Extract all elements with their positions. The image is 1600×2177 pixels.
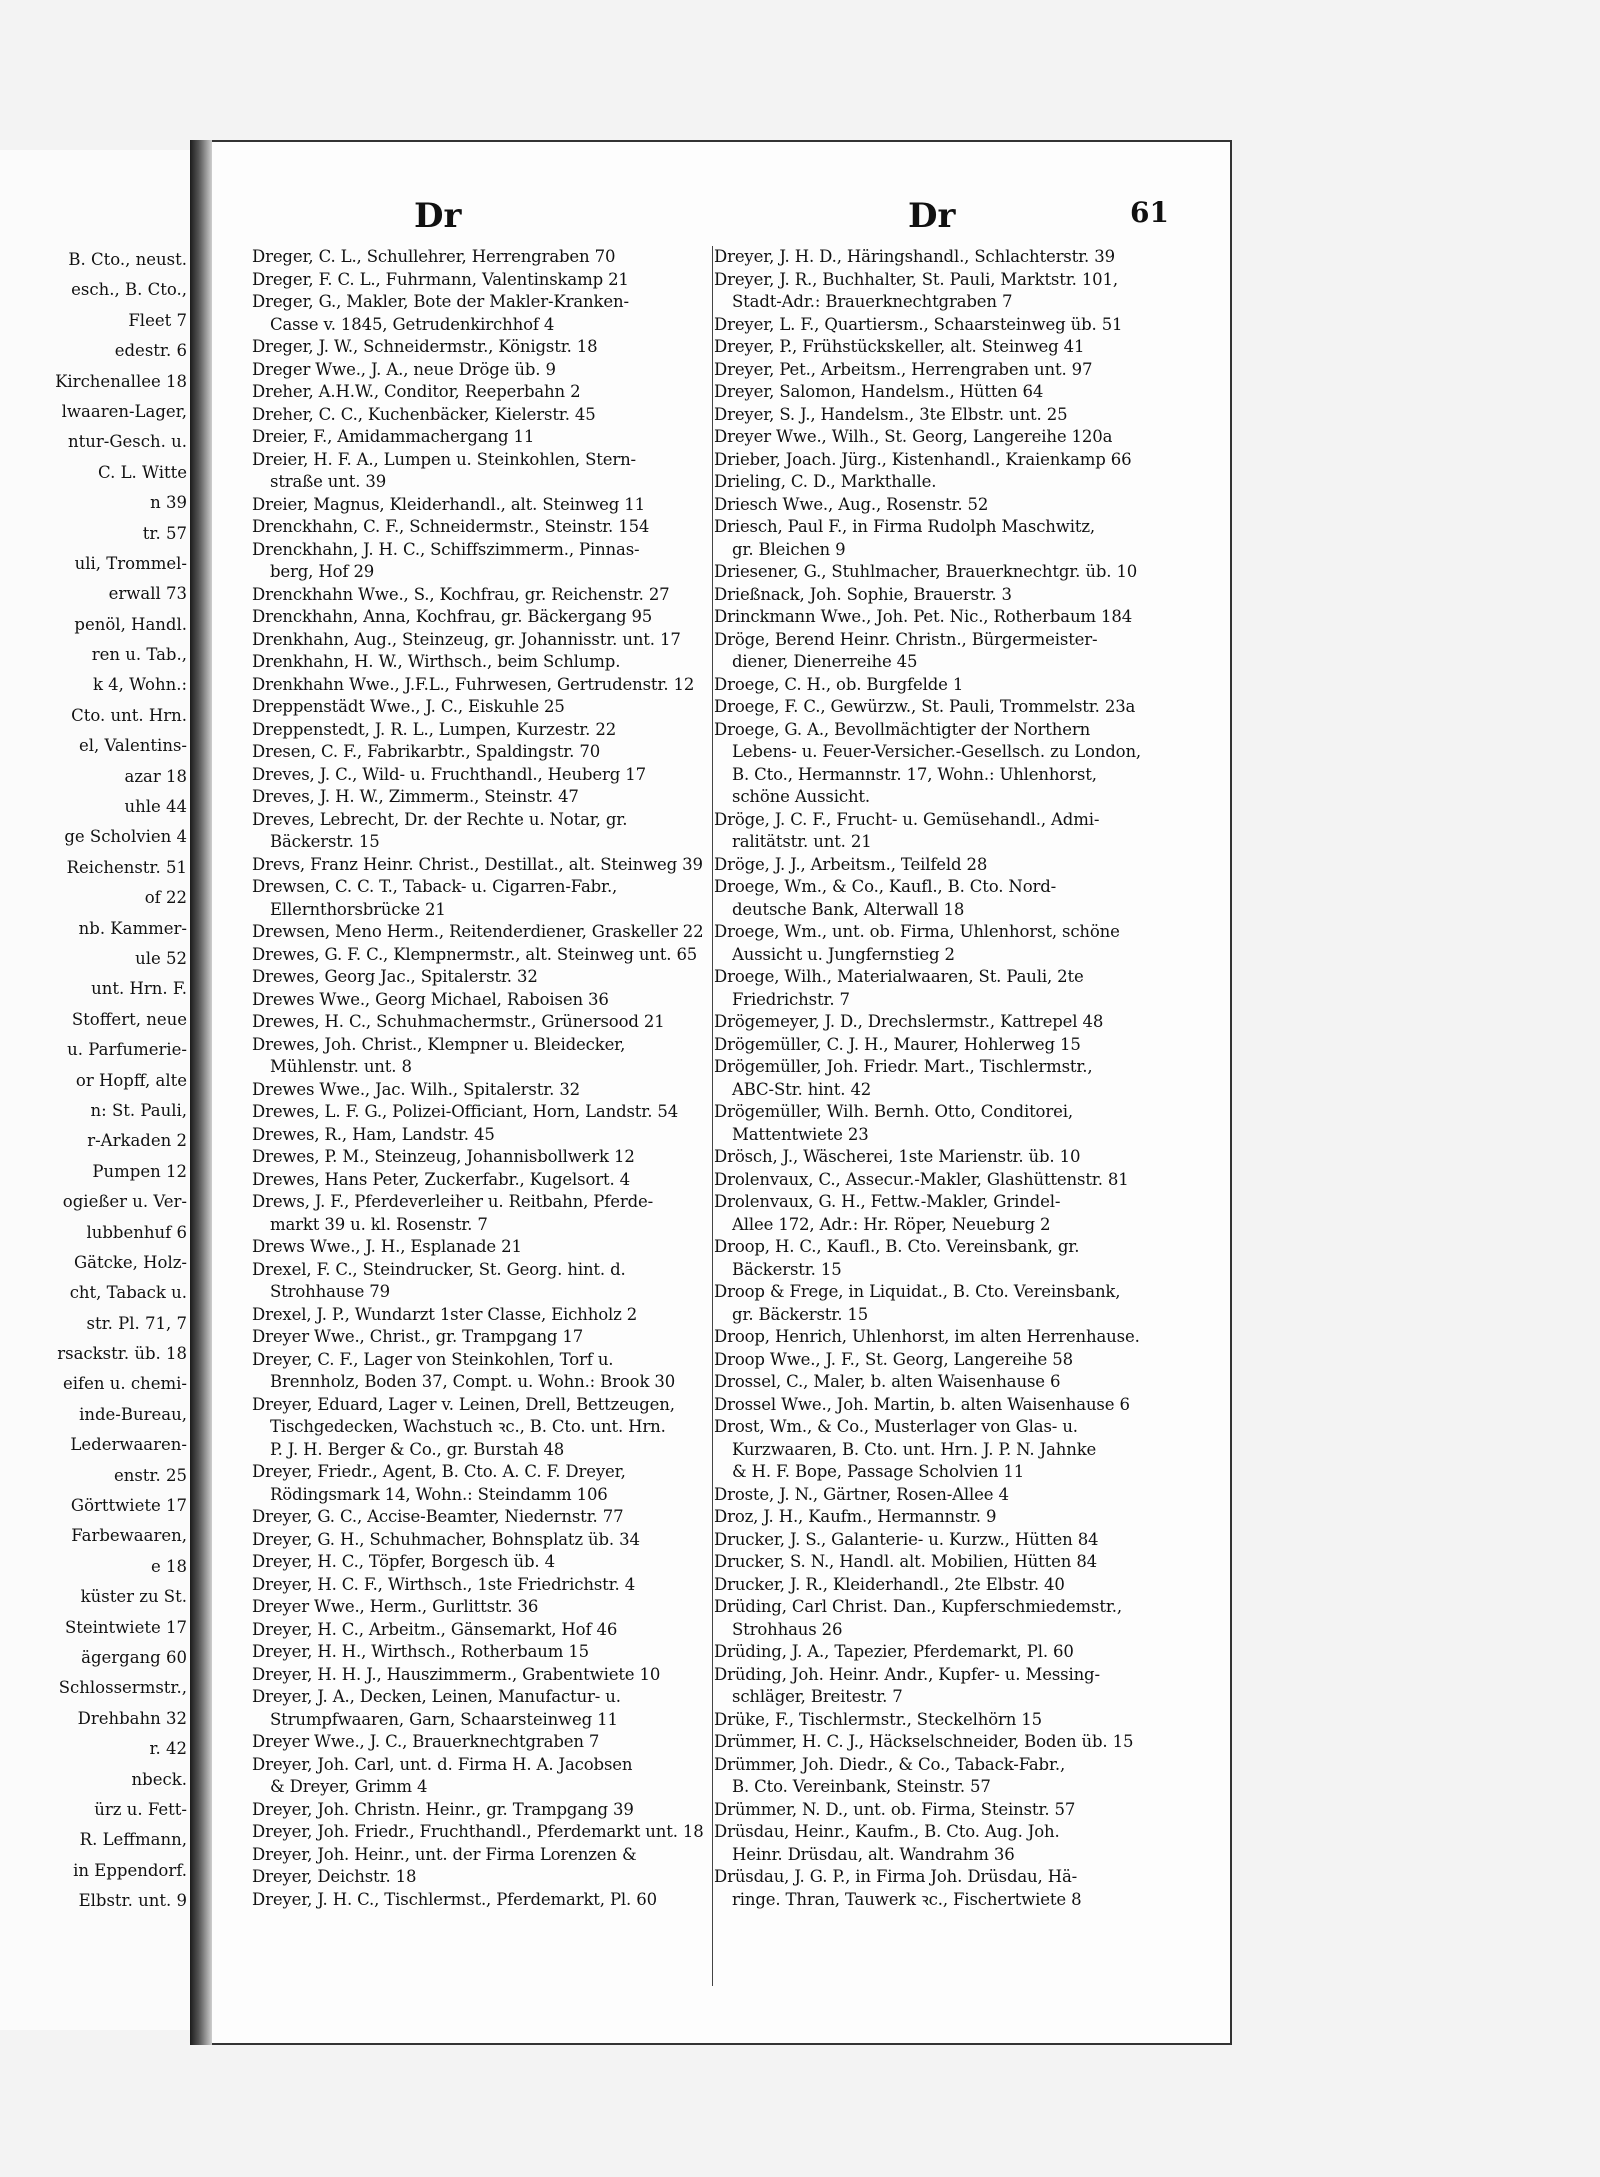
left-page-fragment: ogießer u. Ver- xyxy=(62,1192,187,1212)
left-page-fragment: ge Scholvien 4 xyxy=(64,827,187,847)
directory-entry-line: Dreyer, J. H. C., Tischlermst., Pferdemarkt, Pl. 60 xyxy=(252,1889,657,1909)
directory-entry-line: Dreier, H. F. A., Lumpen u. Steinkohlen, Stern- xyxy=(252,449,636,469)
directory-entry-line: Drösch, J., Wäscherei, 1ste Marienstr. üb. 10 xyxy=(714,1147,1081,1166)
directory-entry-line: Droege, G. A., Bevollmächtigter der Northern xyxy=(714,719,1091,739)
directory-entry-line: Dreyer, J. H. D., Häringshandl., Schlachterstr. 39 xyxy=(714,247,1115,266)
left-page-fragment: erwall 73 xyxy=(108,584,187,604)
directory-entry-line: Brennholz, Boden 37, Compt. u. Wohn.: Brook 30 xyxy=(270,1372,676,1391)
directory-entry-line: Drinckmann Wwe., Joh. Pet. Nic., Rotherbaum 184 xyxy=(714,607,1133,626)
directory-entry-line: Dreyer, Joh. Carl, unt. d. Firma H. A. Jacobsen xyxy=(252,1754,633,1774)
left-page-fragment: edestr. 6 xyxy=(114,341,187,361)
directory-entry-line: Drenkhahn, Aug., Steinzeug, gr. Johannisstr. unt. 17 xyxy=(252,629,681,649)
directory-entry-line: Drolenvaux, G. H., Fettw.-Makler, Grindel- xyxy=(714,1192,1061,1211)
directory-entry-line: Dreyer, H. C., Töpfer, Borgesch üb. 4 xyxy=(252,1552,555,1571)
left-page-fragment: ntur-Gesch. u. xyxy=(68,432,187,452)
left-page-fragment: ürz u. Fett- xyxy=(94,1799,187,1819)
directory-entry-line: Drevs, Franz Heinr. Christ., Destillat., alt. Steinweg 39 xyxy=(252,854,703,874)
left-page-fragment: r. 42 xyxy=(149,1739,187,1759)
left-page-fragment: Farbewaaren, xyxy=(71,1526,187,1546)
directory-entry-line: Dreyer, J. R., Buchhalter, St. Pauli, Marktstr. 101, xyxy=(714,269,1118,289)
left-page-fragment: eifen u. chemi- xyxy=(62,1374,187,1394)
directory-entry-line: B. Cto., Hermannstr. 17, Wohn.: Uhlenhorst, xyxy=(732,764,1097,784)
left-page-fragment: Gätcke, Holz- xyxy=(73,1252,187,1272)
directory-entry-line: Drewes, G. F. C., Klempnermstr., alt. Steinweg unt. 65 xyxy=(252,944,698,964)
directory-entry-line: Dreppenstedt, J. R. L., Lumpen, Kurzestr. 22 xyxy=(252,719,617,739)
directory-entry-line: Rödingsmark 14, Wohn.: Steindamm 106 xyxy=(270,1484,608,1504)
directory-entry-line: Drögemüller, C. J. H., Maurer, Hohlerweg 15 xyxy=(714,1034,1081,1054)
directory-entry-line: Dreyer, Pet., Arbeitsm., Herrengraben unt. 97 xyxy=(714,359,1093,379)
directory-entry-line: deutsche Bank, Alterwall 18 xyxy=(732,899,965,919)
directory-entry-line: Dreyer, J. A., Decken, Leinen, Manufactur- u. xyxy=(252,1687,621,1706)
directory-entry-line: Dröge, J. C. F., Frucht- u. Gemüsehandl., Admi- xyxy=(714,809,1100,829)
left-page-fragment: küster zu St. xyxy=(80,1587,187,1607)
left-page-fragment: ren u. Tab., xyxy=(91,645,187,665)
left-page-fragment: k 4, Wohn.: xyxy=(92,675,187,695)
left-page-fragment: Elbstr. unt. 9 xyxy=(78,1891,187,1911)
directory-entry-line: Dreher, C. C., Kuchenbäcker, Kielerstr. 45 xyxy=(252,404,596,424)
directory-entry-line: Drieber, Joach. Jürg., Kistenhandl., Kraienkamp 66 xyxy=(714,449,1132,469)
directory-entry-line: Drews Wwe., J. H., Esplanade 21 xyxy=(252,1237,522,1256)
directory-entry-line: Drossel Wwe., Joh. Martin, b. alten Waisenhause 6 xyxy=(714,1394,1130,1414)
directory-entry-line: Drossel, C., Maler, b. alten Waisenhause 6 xyxy=(714,1372,1061,1391)
directory-entry-line: Mattentwiete 23 xyxy=(732,1124,869,1144)
left-page-fragment: ägergang 60 xyxy=(81,1647,187,1667)
directory-entry-line: Dreyer, C. F., Lager von Steinkohlen, Torf u. xyxy=(252,1349,614,1369)
directory-entry-line: Droege, Wm., unt. ob. Firma, Uhlenhorst, schöne xyxy=(714,922,1120,941)
directory-entry-line: Droop, H. C., Kaufl., B. Cto. Vereinsbank, gr. xyxy=(714,1237,1080,1256)
running-header-left: Dr xyxy=(414,196,462,236)
directory-entry-line: Droege, Wm., & Co., Kaufl., B. Cto. Nord- xyxy=(714,877,1057,896)
directory-entry-line: Dreves, J. C., Wild- u. Fruchthandl., Heuberg 17 xyxy=(252,764,646,784)
directory-entry-line: Dreyer Wwe., Wilh., St. Georg, Langereihe 120a xyxy=(714,427,1113,446)
left-page-fragment: Kirchenallee 18 xyxy=(55,371,187,391)
directory-entry-line: Drümmer, H. C. J., Häckselschneider, Boden üb. 15 xyxy=(714,1732,1134,1751)
directory-entry-line: Bäckerstr. 15 xyxy=(732,1259,842,1279)
directory-entry-line: Mühlenstr. unt. 8 xyxy=(270,1057,412,1076)
directory-entry-line: Drenkhahn, H. W., Wirthsch., beim Schlump. xyxy=(252,652,621,671)
directory-entry-line: Drüding, J. A., Tapezier, Pferdemarkt, Pl. 60 xyxy=(714,1642,1074,1661)
left-page-fragment: r-Arkaden 2 xyxy=(87,1131,187,1151)
directory-entry-line: straße unt. 39 xyxy=(270,472,387,491)
page-number: 61 xyxy=(1130,196,1169,229)
directory-entry-line: Heinr. Drüsdau, alt. Wandrahm 36 xyxy=(732,1844,1015,1864)
directory-entry-line: ralitätstr. unt. 21 xyxy=(732,832,872,851)
directory-entry-line: Dreyer Wwe., Christ., gr. Trampgang 17 xyxy=(252,1327,584,1346)
directory-entry-line: Driesch Wwe., Aug., Rosenstr. 52 xyxy=(714,494,989,514)
directory-entry-line: Dreppenstädt Wwe., J. C., Eiskuhle 25 xyxy=(252,697,565,716)
directory-entry-line: Dreyer, Eduard, Lager v. Leinen, Drell, Bettzeugen, xyxy=(252,1394,675,1414)
directory-entry-line: Drümmer, Joh. Diedr., & Co., Taback-Fabr., xyxy=(714,1754,1066,1774)
left-page-fragment: in Eppendorf. xyxy=(73,1860,187,1880)
directory-entry-line: Droz, J. H., Kaufm., Hermannstr. 9 xyxy=(714,1507,997,1526)
directory-entry-line: Drewes, L. F. G., Polizei-Officiant, Horn, Landstr. 54 xyxy=(252,1102,679,1121)
directory-entry-line: ABC-Str. hint. 42 xyxy=(732,1079,872,1099)
directory-entry-line: Stadt-Adr.: Brauerknechtgraben 7 xyxy=(732,292,1013,311)
directory-entry-line: Dresen, C. F., Fabrikarbtr., Spaldingstr. 70 xyxy=(252,742,601,761)
directory-entry-line: Drews, J. F., Pferdeverleiher u. Reitbahn, Pferde- xyxy=(252,1192,654,1211)
directory-entry-line: Bäckerstr. 15 xyxy=(270,832,380,851)
directory-entry-line: Dreyer, H. C. F., Wirthsch., 1ste Friedrichstr. 4 xyxy=(252,1574,636,1594)
directory-entry-line: Drewes, Georg Jac., Spitalerstr. 32 xyxy=(252,967,538,986)
directory-entry-line: Drögemeyer, J. D., Drechslermstr., Kattrepel 48 xyxy=(714,1012,1104,1031)
left-page-fragment: Steintwiete 17 xyxy=(64,1617,187,1637)
left-page-text xyxy=(2,245,187,1916)
directory-entry-line: Dreyer, G. H., Schuhmacher, Bohnsplatz üb. 34 xyxy=(252,1529,640,1549)
directory-entry-line: Ellernthorsbrücke 21 xyxy=(270,899,446,919)
left-page-fragment: str. Pl. 71, 7 xyxy=(86,1313,187,1333)
left-page-fragment: esch., B. Cto., xyxy=(71,280,187,300)
directory-entry-line: schöne Aussicht. xyxy=(732,787,871,806)
left-page-fragment: Drehbahn 32 xyxy=(77,1708,187,1728)
left-page-fragment: B. Cto., neust. xyxy=(68,250,187,269)
directory-entry-line: Dreyer, Joh. Christn. Heinr., gr. Trampgang 39 xyxy=(252,1799,634,1819)
left-page-fragment: rsackstr. üb. 18 xyxy=(57,1344,187,1364)
directory-entry-line: Drewes, H. C., Schuhmachermstr., Grünersood 21 xyxy=(252,1012,665,1031)
left-page-fragment: of 22 xyxy=(144,888,187,908)
directory-entry-line: Lebens- u. Feuer-Versicher.-Gesellsch. zu London, xyxy=(732,742,1142,761)
directory-entry-line: Drewes, P. M., Steinzeug, Johannisbollwerk 12 xyxy=(252,1147,635,1166)
directory-entry-line: Dreger, J. W., Schneidermstr., Königstr. 18 xyxy=(252,337,598,356)
directory-entry-line: Dreyer, S. J., Handelsm., 3te Elbstr. unt. 25 xyxy=(714,404,1068,424)
directory-entry-line: Drüsdau, J. G. P., in Firma Joh. Drüsdau, Hä- xyxy=(714,1867,1078,1886)
directory-entry-line: Drießnack, Joh. Sophie, Brauerstr. 3 xyxy=(714,584,1012,604)
directory-entry-line: Strumpfwaaren, Garn, Schaarsteinweg 11 xyxy=(270,1709,618,1729)
directory-entry-line: Dreyer, H. H., Wirthsch., Rotherbaum 15 xyxy=(252,1642,590,1661)
directory-column-right xyxy=(714,246,1176,1911)
left-page-fragment: penöl, Handl. xyxy=(74,614,187,634)
directory-entry-line: Drieling, C. D., Markthalle. xyxy=(714,472,937,491)
directory-entry-line: Tischgedecken, Wachstuch ꝛc., B. Cto. unt. Hrn. xyxy=(270,1417,666,1436)
directory-entry-line: gr. Bleichen 9 xyxy=(732,539,846,559)
left-page-fragment: tr. 57 xyxy=(142,523,187,543)
directory-entry-line: Dreyer, P., Frühstückskeller, alt. Steinweg 41 xyxy=(714,337,1085,356)
directory-entry-line: schläger, Breitestr. 7 xyxy=(732,1687,903,1706)
directory-entry-line: Droege, C. H., ob. Burgfelde 1 xyxy=(714,674,964,694)
directory-entry-line: Dreher, A.H.W., Conditor, Reeperbahn 2 xyxy=(252,382,581,401)
directory-entry-line: Kurzwaaren, B. Cto. unt. Hrn. J. P. N. Jahnke xyxy=(732,1439,1097,1459)
directory-entry-line: Casse v. 1845, Getrudenkirchhof 4 xyxy=(270,314,555,334)
directory-entry-line: Drewes Wwe., Georg Michael, Raboisen 36 xyxy=(252,989,609,1009)
left-page-fragment: u. Parfumerie- xyxy=(67,1040,187,1060)
left-page-fragment: enstr. 25 xyxy=(113,1465,187,1485)
directory-entry-line: Drucker, J. R., Kleiderhandl., 2te Elbstr. 40 xyxy=(714,1574,1065,1594)
directory-entry-line: Dreyer, H. C., Arbeitm., Gänsemarkt, Hof 46 xyxy=(252,1619,618,1639)
left-page-fragment: el, Valentins- xyxy=(78,736,187,756)
left-page-fragment: n 39 xyxy=(150,493,187,513)
left-page-fragment: Görttwiete 17 xyxy=(70,1496,187,1516)
left-page-fragment: n: St. Pauli, xyxy=(90,1100,187,1120)
directory-entry-line: Dreves, Lebrecht, Dr. der Rechte u. Notar, gr. xyxy=(252,809,628,829)
left-page-fragment: lubbenhuf 6 xyxy=(86,1222,187,1242)
left-page-fragment: cht, Taback u. xyxy=(69,1283,187,1303)
left-page-fragment: inde-Bureau, xyxy=(79,1404,187,1424)
left-page-fragment: Reichenstr. 51 xyxy=(66,857,187,877)
directory-entry-line: Driesener, G., Stuhlmacher, Brauerknechtgr. üb. 10 xyxy=(714,562,1138,581)
left-page-fragment: C. L. Witte xyxy=(98,462,187,482)
directory-entry-line: ringe. Thran, Tauwerk ꝛc., Fischertwiete 8 xyxy=(732,1889,1082,1909)
directory-entry-line: & H. F. Bope, Passage Scholvien 11 xyxy=(732,1462,1025,1481)
directory-entry-line: Drewsen, Meno Herm., Reitenderdiener, Graskeller 22 xyxy=(252,922,704,941)
directory-entry-line: Drüsdau, Heinr., Kaufm., B. Cto. Aug. Joh. xyxy=(714,1822,1060,1841)
left-page-edge xyxy=(0,150,193,2030)
left-page-fragment: Pumpen 12 xyxy=(92,1161,187,1181)
directory-entry-line: Drüke, F., Tischlermstr., Steckelhörn 15 xyxy=(714,1709,1043,1729)
directory-entry-line: Dreyer Wwe., Herm., Gurlittstr. 36 xyxy=(252,1597,539,1616)
running-header-right: Dr xyxy=(908,196,956,236)
directory-entry-line: Drümmer, N. D., unt. ob. Firma, Steinstr. 57 xyxy=(714,1799,1076,1819)
directory-entry-line: Strohhause 79 xyxy=(270,1282,390,1301)
directory-entry-line: Droege, Wilh., Materialwaaren, St. Pauli, 2te xyxy=(714,967,1084,986)
directory-entry-line: Dreier, Magnus, Kleiderhandl., alt. Steinweg 11 xyxy=(252,494,645,514)
directory-entry-line: Dreyer, Friedr., Agent, B. Cto. A. C. F. Dreyer, xyxy=(252,1462,626,1481)
directory-entry-line: Droop & Frege, in Liquidat., B. Cto. Vereinsbank, xyxy=(714,1282,1121,1301)
directory-entry-line: Dreyer Wwe., J. C., Brauerknechtgraben 7 xyxy=(252,1732,600,1751)
directory-entry-line: Drewes, Joh. Christ., Klempner u. Bleidecker, xyxy=(252,1034,626,1054)
directory-entry-line: Drüding, Carl Christ. Dan., Kupferschmiedemstr., xyxy=(714,1597,1122,1616)
directory-entry-line: Dreyer, G. C., Accise-Beamter, Niedernstr. 77 xyxy=(252,1507,624,1526)
directory-entry-line: Dreyer, Joh. Heinr., unt. der Firma Lorenzen & xyxy=(252,1844,637,1864)
directory-entry-line: Drewes, Hans Peter, Zuckerfabr., Kugelsort. 4 xyxy=(252,1169,631,1189)
directory-entry-line: Dreyer, Deichstr. 18 xyxy=(252,1867,417,1886)
directory-entry-line: Dreger Wwe., J. A., neue Dröge üb. 9 xyxy=(252,359,556,379)
directory-entry-line: Drenckhahn, C. F., Schneidermstr., Steinstr. 154 xyxy=(252,517,650,536)
left-page-fragment: uhle 44 xyxy=(124,797,187,817)
directory-entry-line: Drucker, S. N., Handl. alt. Mobilien, Hütten 84 xyxy=(714,1552,1098,1571)
directory-entry-line: Dreger, G., Makler, Bote der Makler-Kranken- xyxy=(252,292,629,311)
directory-entry-line: Dreger, C. L., Schullehrer, Herrengraben 70 xyxy=(252,247,616,266)
directory-entry-line: Dreger, F. C. L., Fuhrmann, Valentinskamp 21 xyxy=(252,269,629,289)
directory-column-left xyxy=(252,246,714,1911)
directory-entry-line: Drenkhahn Wwe., J.F.L., Fuhrwesen, Gertrudenstr. 12 xyxy=(252,674,695,694)
directory-entry-line: Drewes Wwe., Jac. Wilh., Spitalerstr. 32 xyxy=(252,1079,581,1099)
directory-entry-line: Drenckhahn, Anna, Kochfrau, gr. Bäckergang 95 xyxy=(252,607,653,626)
directory-entry-line: Dreyer, H. H. J., Hauszimmerm., Grabentwiete 10 xyxy=(252,1664,661,1684)
directory-entry-line: gr. Bäckerstr. 15 xyxy=(732,1304,869,1324)
left-page-fragment: unt. Hrn. F. xyxy=(91,979,187,999)
left-page-fragment: R. Leffmann, xyxy=(79,1830,187,1850)
left-page-fragment: Schlossermstr., xyxy=(58,1678,187,1698)
directory-entry-line: Drewes, R., Ham, Landstr. 45 xyxy=(252,1124,495,1144)
directory-entry-line: Droop, Henrich, Uhlenhorst, im alten Herrenhause. xyxy=(714,1327,1140,1346)
directory-entry-line: Strohhaus 26 xyxy=(732,1619,843,1639)
directory-entry-line: Drewsen, C. C. T., Taback- u. Cigarren-Fabr., xyxy=(252,877,618,896)
directory-entry-line: Drolenvaux, C., Assecur.-Makler, Glashüttenstr. 81 xyxy=(714,1169,1129,1189)
directory-entry-line: Drüding, Joh. Heinr. Andr., Kupfer- u. Messing- xyxy=(714,1664,1100,1684)
directory-entry-line: Drexel, F. C., Steindrucker, St. Georg. hint. d. xyxy=(252,1259,626,1279)
directory-entry-line: Drögemüller, Wilh. Bernh. Otto, Conditorei, xyxy=(714,1102,1073,1121)
left-page-fragment: azar 18 xyxy=(124,766,187,786)
directory-entry-line: B. Cto. Vereinbank, Steinstr. 57 xyxy=(732,1777,991,1796)
directory-entry-line: Driesch, Paul F., in Firma Rudolph Maschwitz, xyxy=(714,517,1095,536)
left-page-fragment: Cto. unt. Hrn. xyxy=(71,705,187,725)
directory-entry-line: Allee 172, Adr.: Hr. Röper, Neueburg 2 xyxy=(732,1214,1051,1234)
directory-entry-line: Aussicht u. Jungfernstieg 2 xyxy=(732,944,955,964)
directory-entry-line: Dreier, F., Amidammachergang 11 xyxy=(252,427,535,446)
left-page-fragment: e 18 xyxy=(150,1556,187,1576)
left-page-fragment: Stoffert, neue xyxy=(71,1009,187,1029)
directory-entry-line: Droop Wwe., J. F., St. Georg, Langereihe 58 xyxy=(714,1349,1073,1369)
directory-entry-line: diener, Dienerreihe 45 xyxy=(732,652,918,671)
directory-entry-line: Friedrichstr. 7 xyxy=(732,989,850,1009)
left-page-fragment: nb. Kammer- xyxy=(78,918,187,938)
book-gutter xyxy=(190,140,212,2045)
left-page-fragment: or Hopff, alte xyxy=(75,1070,187,1090)
left-page-fragment: Lederwaaren- xyxy=(70,1435,187,1455)
left-page-fragment: ule 52 xyxy=(135,948,187,968)
directory-entry-line: berg, Hof 29 xyxy=(270,562,375,581)
directory-entry-line: Drucker, J. S., Galanterie- u. Kurzw., Hütten 84 xyxy=(714,1529,1099,1549)
directory-entry-line: Drenckhahn, J. H. C., Schiffszimmerm., Pinnas- xyxy=(252,539,640,559)
directory-entry-line: Dreves, J. H. W., Zimmerm., Steinstr. 47 xyxy=(252,787,579,806)
directory-entry-line: & Dreyer, Grimm 4 xyxy=(270,1777,428,1796)
directory-entry-line: P. J. H. Berger & Co., gr. Burstah 48 xyxy=(270,1439,565,1459)
directory-entry-line: Drenckhahn Wwe., S., Kochfrau, gr. Reichenstr. 27 xyxy=(252,584,670,604)
directory-entry-line: Drost, Wm., & Co., Musterlager von Glas- u. xyxy=(714,1417,1078,1436)
directory-entry-line: Dreyer, L. F., Quartiersm., Schaarsteinweg üb. 51 xyxy=(714,314,1123,334)
left-page-fragment: uli, Trommel- xyxy=(74,553,187,573)
directory-entry-line: Drögemüller, Joh. Friedr. Mart., Tischlermstr., xyxy=(714,1057,1093,1076)
directory-entry-line: Droege, F. C., Gewürzw., St. Pauli, Trommelstr. 23a xyxy=(714,697,1136,716)
directory-entry-line: Dröge, J. J., Arbeitsm., Teilfeld 28 xyxy=(714,854,988,874)
left-page-fragment: lwaaren-Lager, xyxy=(61,401,187,421)
left-page-fragment: Fleet 7 xyxy=(128,310,187,330)
directory-entry-line: Dröge, Berend Heinr. Christn., Bürgermeister- xyxy=(714,629,1098,649)
left-page-fragment: nbeck. xyxy=(131,1769,187,1789)
directory-entry-line: Droste, J. N., Gärtner, Rosen-Allee 4 xyxy=(714,1484,1009,1504)
directory-entry-line: Dreyer, Joh. Friedr., Fruchthandl., Pferdemarkt unt. 18 xyxy=(252,1822,704,1841)
directory-entry-line: Drexel, J. P., Wundarzt 1ster Classe, Eichholz 2 xyxy=(252,1304,638,1324)
directory-entry-line: Dreyer, Salomon, Handelsm., Hütten 64 xyxy=(714,382,1044,401)
directory-entry-line: markt 39 u. kl. Rosenstr. 7 xyxy=(270,1214,488,1234)
